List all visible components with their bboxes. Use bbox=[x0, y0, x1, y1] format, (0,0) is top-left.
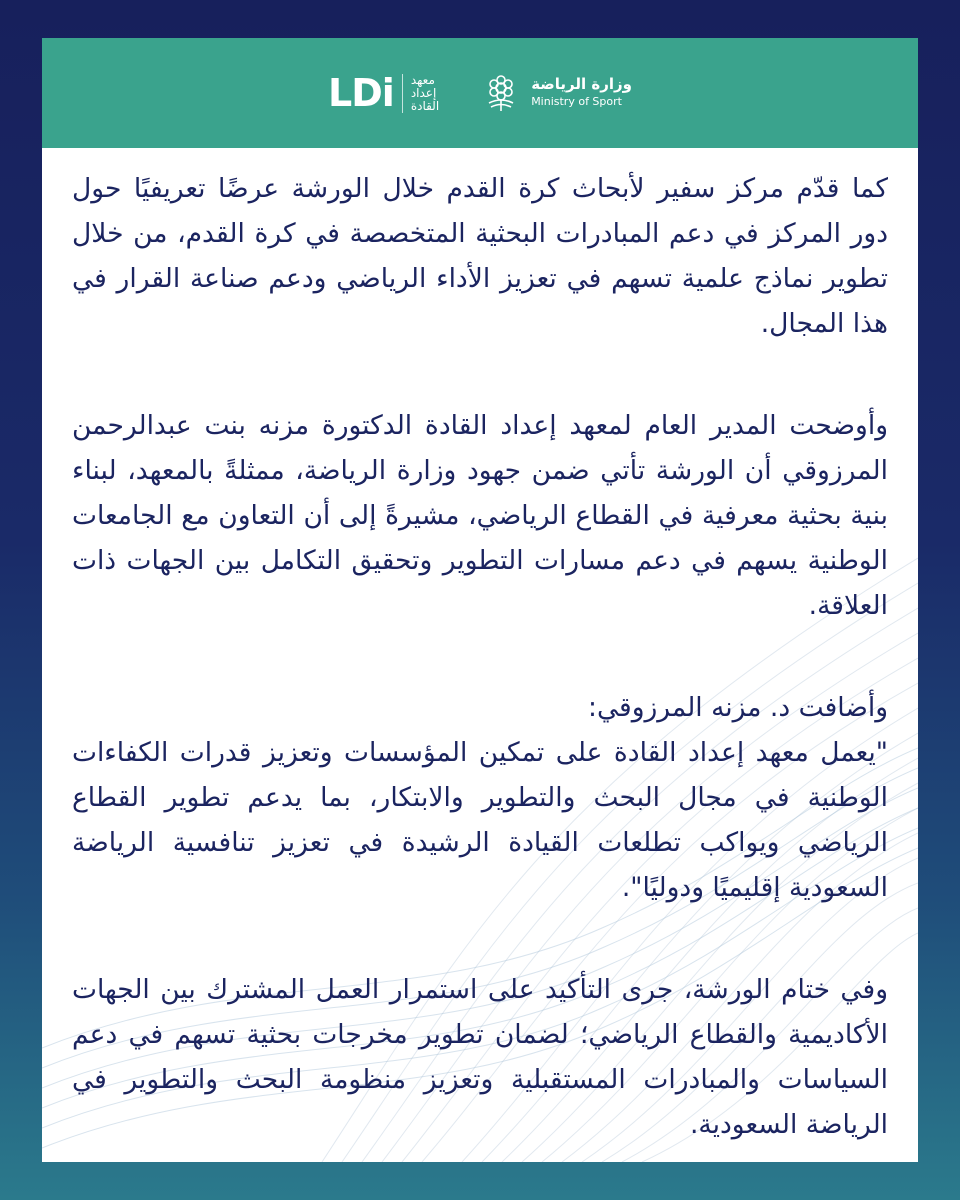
content-card bbox=[42, 38, 918, 1162]
paragraph-2: وأوضحت المدير العام لمعهد إعداد القادة الدكتورة مزنه بنت عبدالرحمن المرزوقي أن الورشة تأتي ضمن جهود وزارة الرياضة، ممثلةً بالمعهد، لبناء بنية بحثية معرفية في القطاع الرياضي، مشيرةً إلى أن التعاون مع الجامعات الوطنية يسهم في دعم مسارات التطوير وتحقيق التكامل بين الجهات ذات العلاقة. bbox=[72, 410, 888, 621]
ministry-name bbox=[531, 75, 632, 111]
ministry-emblem-icon bbox=[479, 71, 523, 115]
ldi-mark: LDi bbox=[328, 71, 394, 115]
ministry-of-sport-logo bbox=[479, 71, 632, 115]
ldi-arabic-name bbox=[402, 74, 439, 113]
ldi-ar-line-3: القادة bbox=[410, 98, 440, 113]
header-logos bbox=[42, 38, 918, 148]
paragraph-3: وفي ختام الورشة، جرى التأكيد على استمرار العمل المشترك بين الجهات الأكاديمية والقطاع الرياضي؛ لضمان تطوير مخرجات بحثية تسهم في دعم السياسات والمبادرات المستقبلية وتعزيز منظومة البحث والتطوير في الرياضة السعودية. bbox=[72, 974, 888, 1140]
ldi-ar-line-1: معهد bbox=[410, 72, 435, 87]
quote-block bbox=[72, 685, 888, 910]
quote-text: "يعمل معهد إعداد القادة على تمكين المؤسسات وتعزيز قدرات الكفاءات الوطنية في مجال البحث والتطوير والابتكار، بما يدعم تطوير القطاع الرياضي ويواكب تطلعات القيادة الرشيدة في تعزيز تنافسية الرياضة السعودية إقليميًا ودوليًا". bbox=[72, 737, 888, 903]
article-body bbox=[72, 166, 888, 1147]
quote-intro: وأضافت د. مزنه المرزوقي: bbox=[588, 692, 888, 723]
ministry-name-arabic: وزارة الرياضة bbox=[531, 75, 632, 93]
ldi-ar-line-2: إعداد bbox=[410, 85, 437, 100]
ldi-logo bbox=[328, 71, 440, 115]
paragraph-1: كما قدّم مركز سفير لأبحاث كرة القدم خلال الورشة عرضًا تعريفيًا حول دور المركز في دعم المبادرات البحثية المتخصصة في كرة القدم، من خلال تطوير نماذج علمية تسهم في تعزيز الأداء الرياضي ودعم صناعة القرار في هذا المجال. bbox=[72, 173, 888, 339]
ministry-name-english: Ministry of Sport bbox=[531, 95, 622, 108]
